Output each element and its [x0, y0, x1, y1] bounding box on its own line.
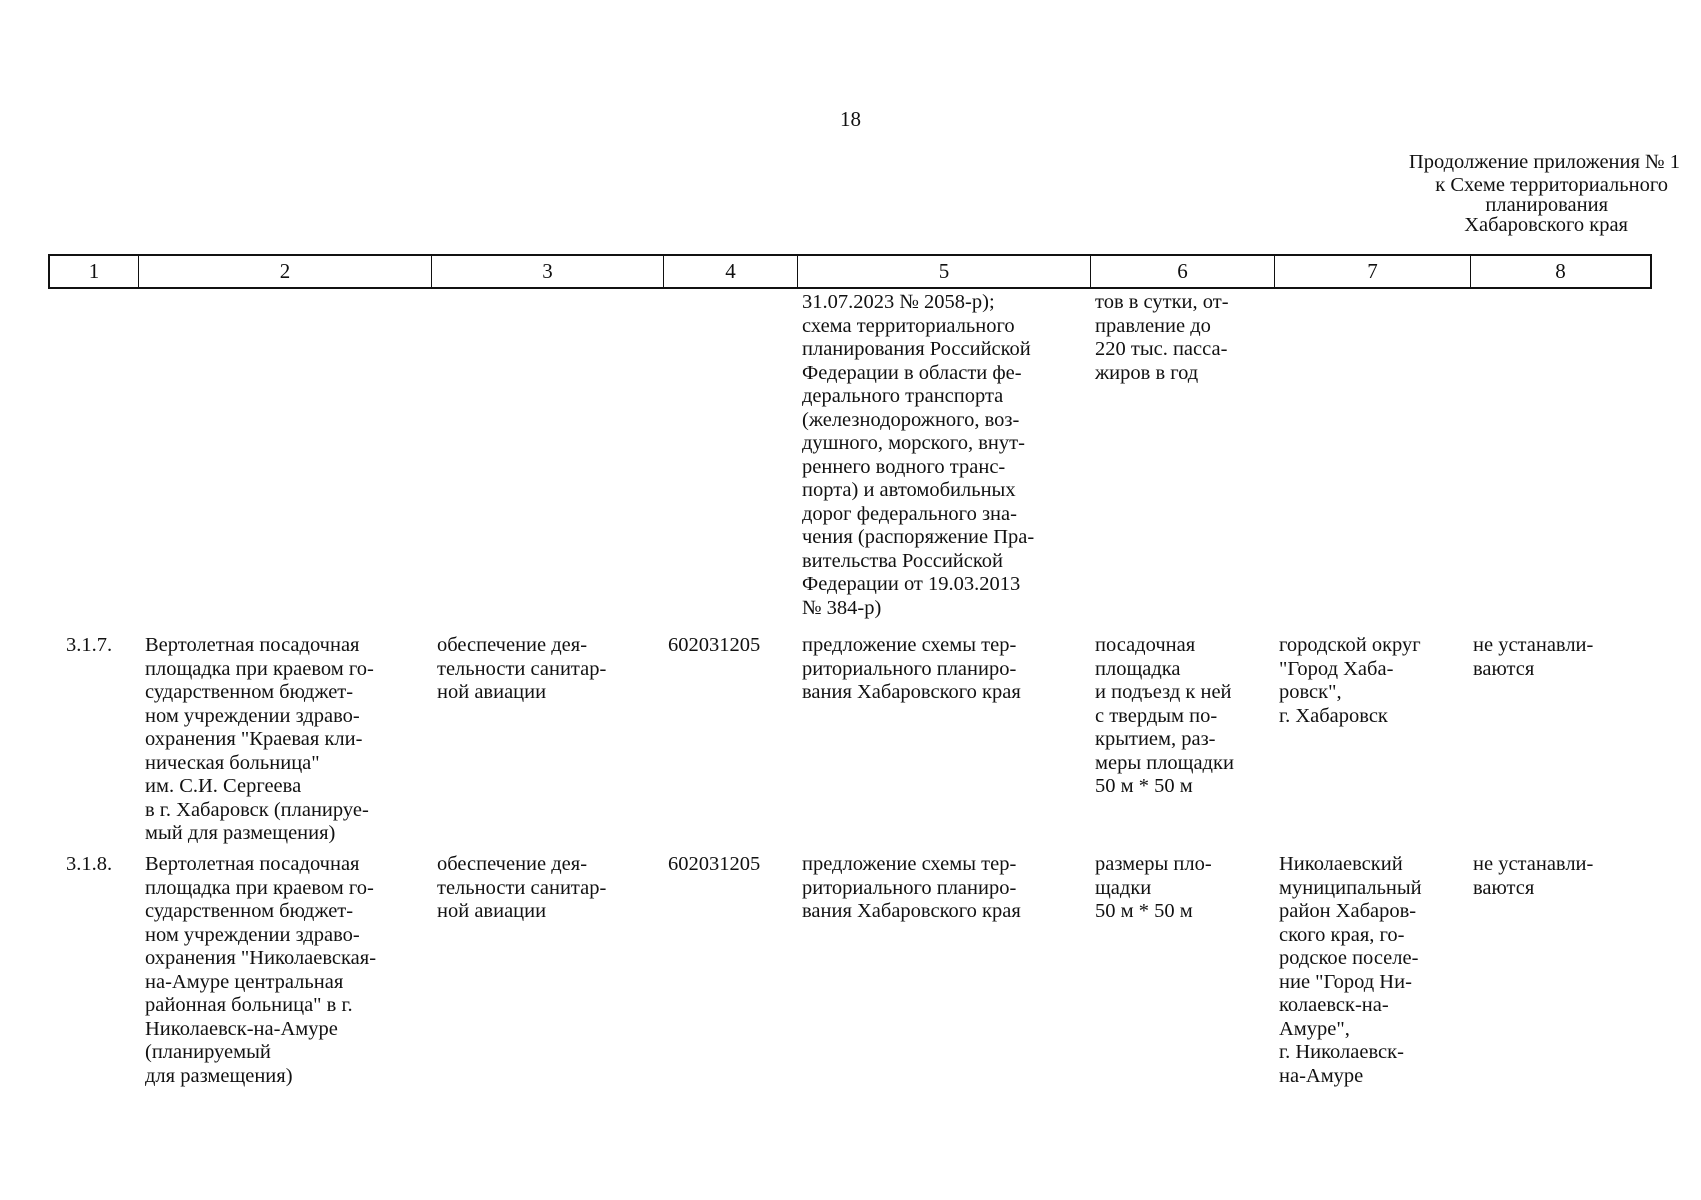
- location-cell: городской округ "Город Хаба- ровск", г. Хабаровск: [1279, 634, 1421, 727]
- appendix-note-line: к Схеме территориального: [1435, 173, 1668, 196]
- appendix-note-line: Продолжение приложения № 1: [1408, 151, 1680, 173]
- column-header-5: 5: [798, 256, 1091, 287]
- column-header-1: 1: [50, 256, 139, 287]
- continuation-characteristics-cell: тов в сутки, от- правление до 220 тыс. пасса- жиров в год: [1095, 291, 1229, 384]
- zones-cell: не устанавли- ваются: [1473, 634, 1594, 680]
- column-header-8: 8: [1555, 258, 1566, 283]
- purpose-cell: обеспечение дея- тельности санитар- ной авиации: [437, 634, 607, 703]
- column-header-2: 2: [139, 256, 432, 287]
- code-cell: 602031205: [668, 853, 761, 875]
- row-number-cell: 3.1.8.: [66, 853, 113, 875]
- characteristics-cell: посадочная площадка и подъезд к ней с твердым по- крытием, раз- меры площадки 50 м * 50 м: [1095, 634, 1234, 797]
- column-header-3: 3: [432, 256, 664, 287]
- zones-cell: не устанавли- ваются: [1473, 853, 1594, 899]
- column-header-4: 4: [664, 256, 798, 287]
- table-header-row: [48, 254, 1652, 289]
- basis-cell: предложение схемы тер- риториального планиро- вания Хабаровского края: [802, 634, 1021, 703]
- continuation-basis-cell: 31.07.2023 № 2058-р); схема территориального планирования Российской Федерации в области фе- дерального транспорта (железнодорожного, воз- душного, морского, внут- реннего водного транс- порта) и автомобильных дорог федерального зна- чения (распоряжение Пра- вительства Российской Федерации от 19.03.2013 № 384-р): [802, 291, 1035, 619]
- purpose-cell: обеспечение дея- тельности санитар- ной авиации: [437, 853, 607, 922]
- appendix-note-line: планирования: [1485, 194, 1608, 216]
- column-header-7: 7: [1275, 256, 1471, 287]
- appendix-note: [1300, 151, 1680, 236]
- appendix-note-line: Хабаровского края: [1464, 214, 1628, 236]
- object-name-cell: Вертолетная посадочная площадка при краевом го- сударственном бюджет- ном учреждении здраво- охранения "Николаевская- на-Амуре центральная районная больница" в г. Николаевск-на-Амуре (планируемый для размещения): [145, 853, 377, 1087]
- code-cell: 602031205: [668, 634, 761, 656]
- object-name-cell: Вертолетная посадочная площадка при краевом го- сударственном бюджет- ном учреждении здраво- охранения "Краевая кли- ническая больница" им. С.И. Сергеева в г. Хабаровск (планируе- мый для размещения): [145, 634, 374, 844]
- basis-cell: предложение схемы тер- риториального планиро- вания Хабаровского края: [802, 853, 1021, 922]
- row-number-cell: 3.1.7.: [66, 634, 113, 656]
- column-header-6: 6: [1091, 256, 1275, 287]
- characteristics-cell: размеры пло- щадки 50 м * 50 м: [1095, 853, 1212, 922]
- page-number: 18: [840, 107, 861, 131]
- location-cell: Николаевский муниципальный район Хабаров- ского края, го- родское поселе- ние "Город Ни- колаевск-на- Амуре", г. Николаевск- на-Амуре: [1279, 853, 1422, 1087]
